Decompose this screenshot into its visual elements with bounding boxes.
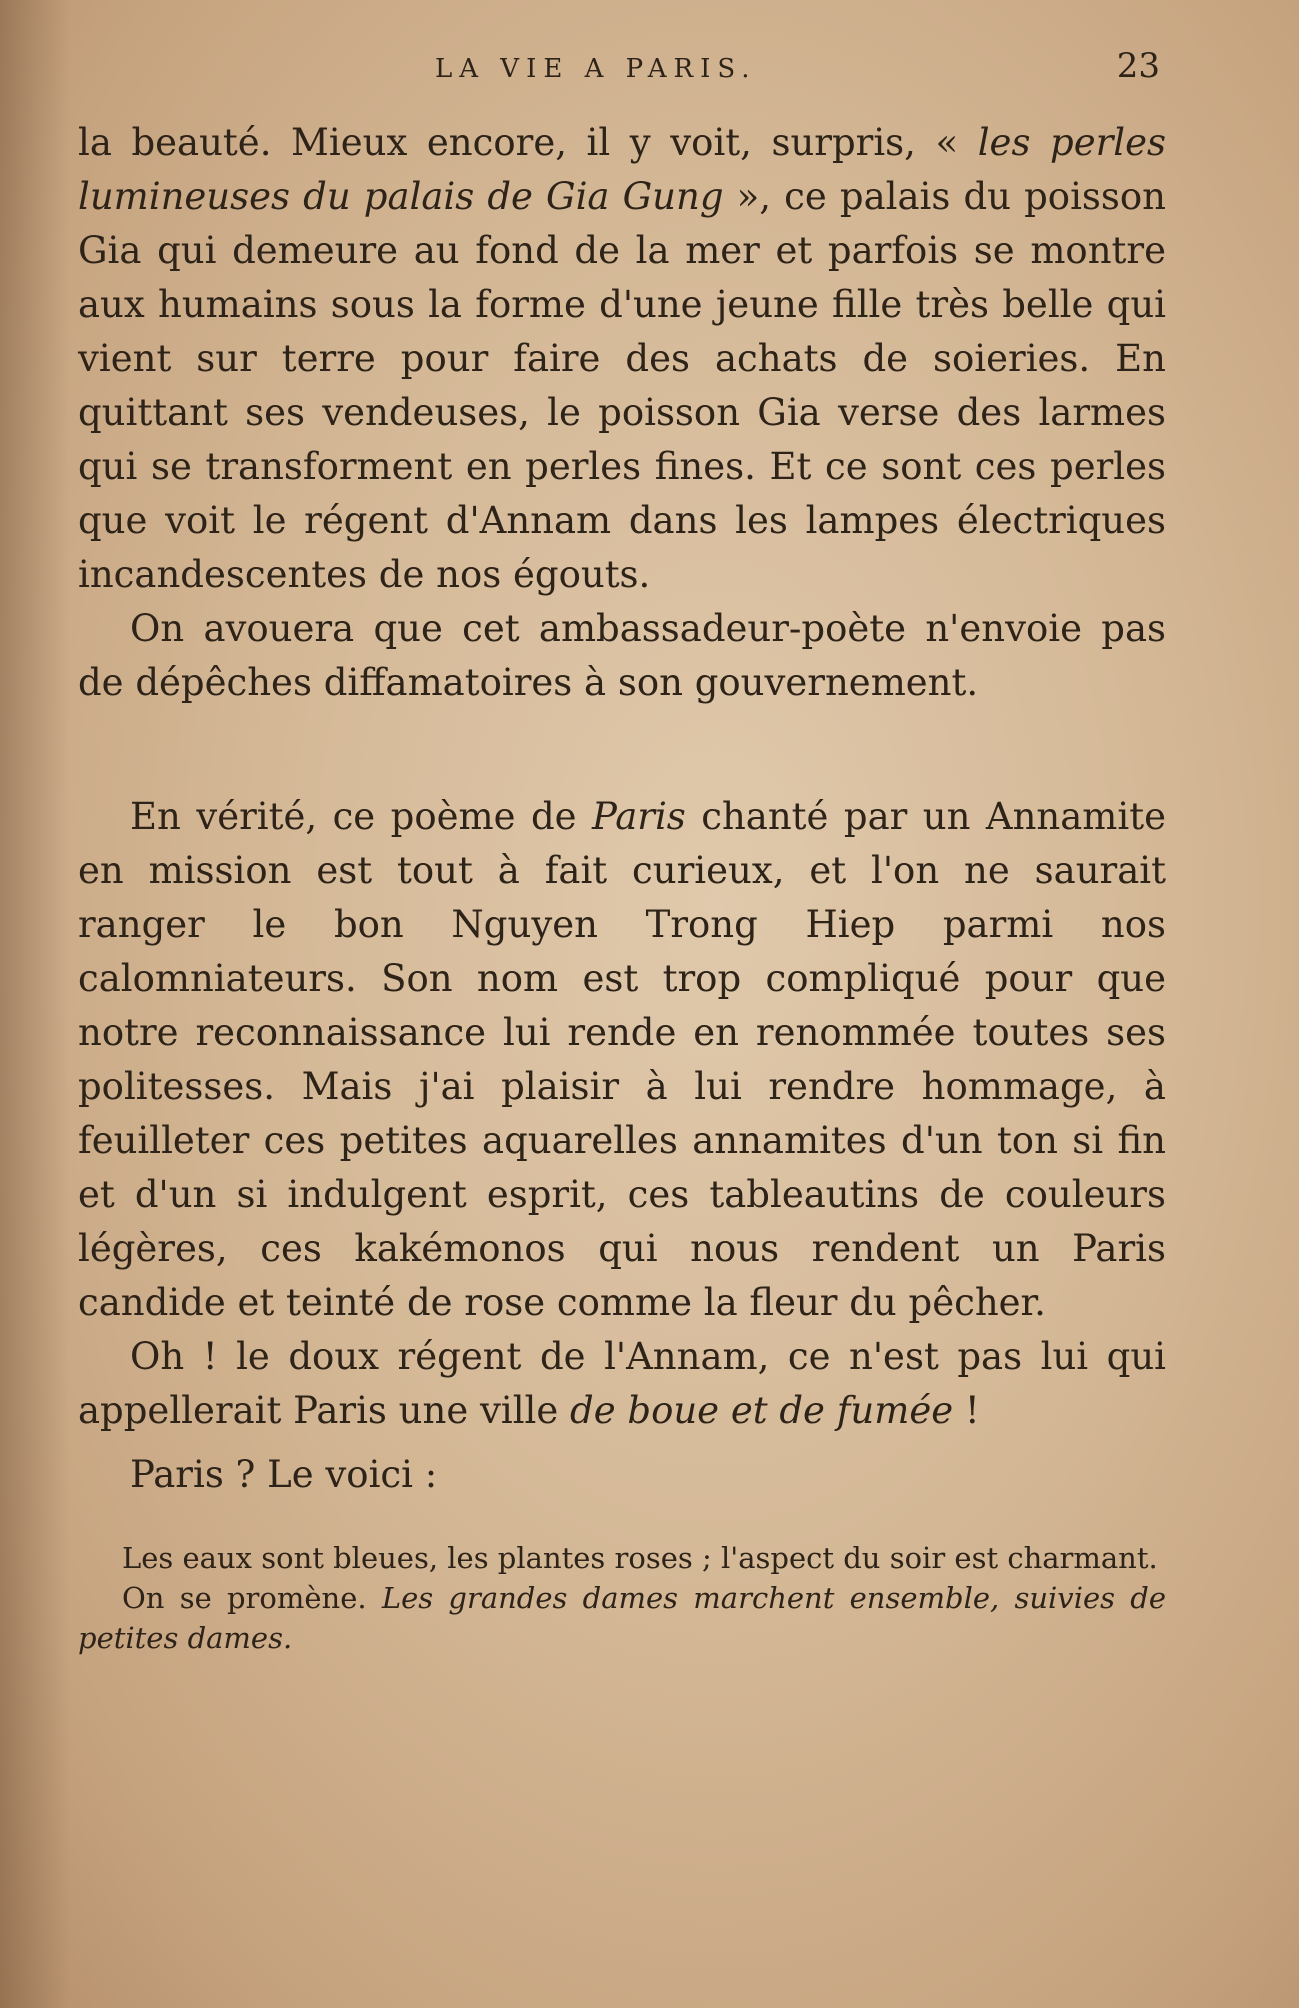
text-run: chanté par un Annamite en mission est tout à fait curieux, et l'on ne saurait ranger le bon Nguyen Trong Hiep parmi nos calomniateurs. Son nom est trop compliqué pour que notre reconnaissance lui rende en renommée toutes ses politesses. Mais j'ai plaisir à lui rendre hommage, à feuilleter ces petites aquarelles annamites d'un ton si fin et d'un si indulgent esprit, ces tableautins de couleurs légères, ces kakémonos qui nous rendent un Paris candide et teinté de rose comme la fleur du pêcher. bbox=[78, 795, 1166, 1324]
paragraph-gentle-regent bbox=[78, 1330, 1166, 1438]
paragraph-paris-here bbox=[78, 1448, 1166, 1502]
page-header bbox=[80, 44, 1160, 94]
italic-text: Paris bbox=[591, 795, 686, 838]
body-text bbox=[78, 116, 1166, 1658]
text-run: Oh ! le doux régent de l'Annam, ce n'est pas lui qui appellerait Paris une ville bbox=[78, 1335, 1166, 1432]
text-run: la beauté. Mieux encore, il y voit, surpris, « bbox=[78, 121, 978, 164]
italic-text: les perles lumineuses du palais de Gia Gung bbox=[78, 121, 1166, 218]
text-run: Paris ? Le voici : bbox=[130, 1453, 438, 1496]
italic-text: Les grandes dames marchent ensemble, suivies de petites dames. bbox=[78, 1581, 1166, 1655]
running-title: LA VIE A PARIS. bbox=[435, 54, 757, 84]
paragraph-ambassador-poet bbox=[78, 602, 1166, 710]
text-run: On avouera que cet ambassadeur-poète n'envoie pas de dépêches diffamatoires à son gouvernement. bbox=[78, 607, 1166, 704]
paragraph-poem-of-paris bbox=[78, 790, 1166, 1330]
verse-line-promenade bbox=[78, 1578, 1166, 1658]
paragraph-gap bbox=[78, 1438, 1166, 1448]
verse-line-evening bbox=[78, 1538, 1166, 1578]
page-number: 23 bbox=[1116, 46, 1160, 86]
text-run: En vérité, ce poème de bbox=[130, 795, 592, 838]
italic-text: de boue et de fumée bbox=[570, 1389, 954, 1432]
text-run: ! bbox=[953, 1389, 980, 1432]
paragraph-regent-vision bbox=[78, 116, 1166, 602]
text-run: Les eaux sont bleues, les plantes roses ; l'aspect du soir est charmant. bbox=[122, 1541, 1158, 1575]
page-edge-shadow bbox=[0, 0, 70, 2008]
verse-gap bbox=[78, 1502, 1166, 1538]
section-gap bbox=[78, 710, 1166, 790]
text-run: », ce palais du poisson Gia qui demeure au fond de la mer et parfois se montre aux humains sous la forme d'une jeune fille très belle qui vient sur terre pour faire des achats de soieries. En quittant ses vendeuses, le poisson Gia verse des larmes qui se transforment en perles fines. Et ce sont ces perles que voit le régent d'Annam dans les lampes électriques incandescentes de nos égouts. bbox=[78, 175, 1166, 596]
text-run: On se promène. bbox=[122, 1581, 382, 1615]
